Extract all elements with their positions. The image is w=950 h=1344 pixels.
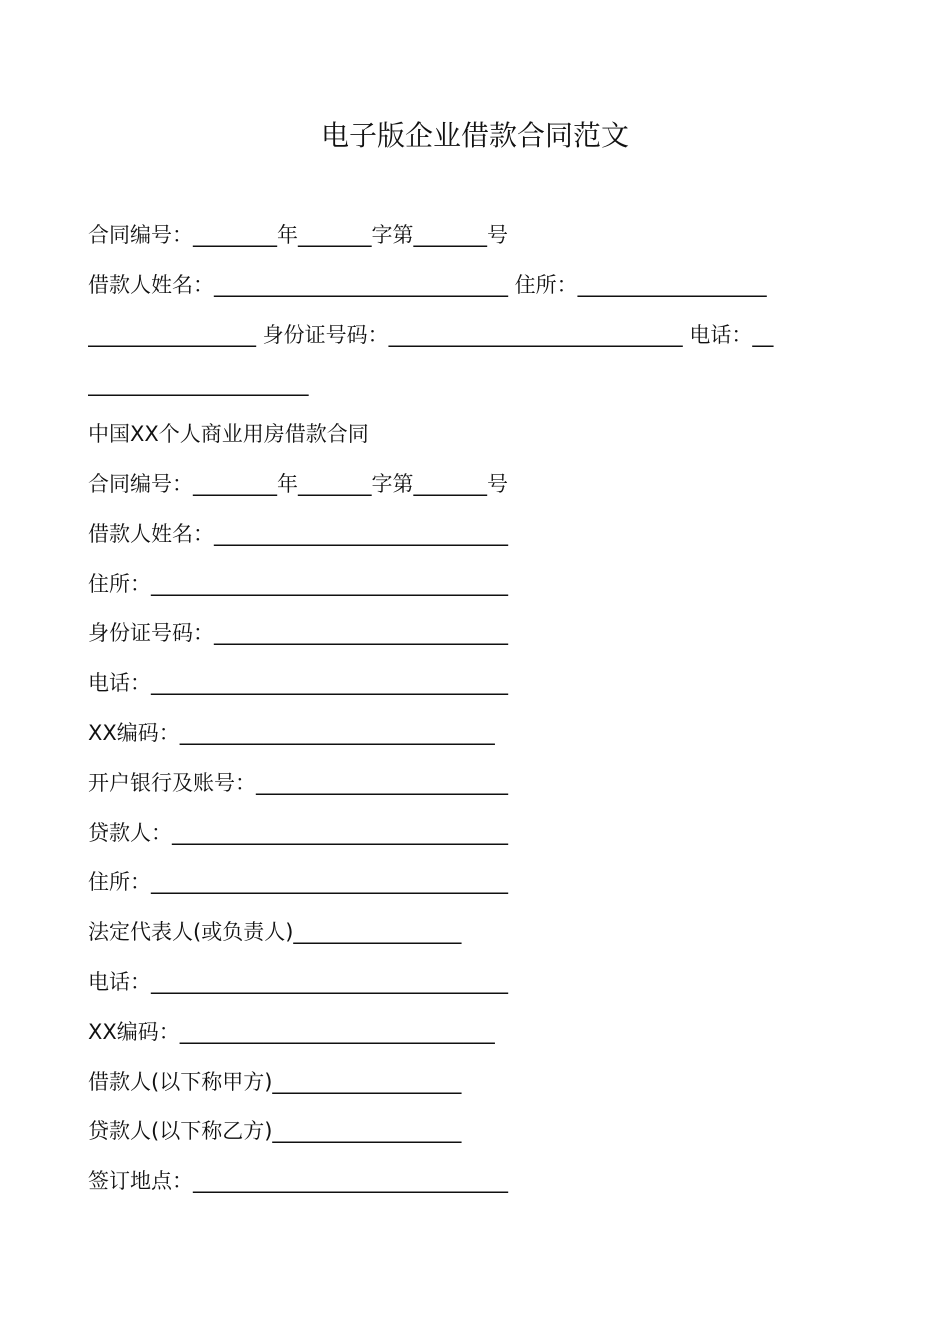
phone-line — [88, 663, 868, 713]
text-line: 借款人(以下称甲方)__________________ — [88, 1069, 462, 1094]
text-line: ________________ 身份证号码：____________________________ 电话：__ — [88, 322, 774, 347]
contract-subtitle-line — [88, 414, 868, 464]
text-line: 借款人姓名：____________________________ — [88, 521, 508, 546]
contract-number-line — [88, 464, 868, 514]
text-line: 贷款人：________________________________ — [88, 820, 508, 845]
phone-line — [88, 962, 868, 1012]
text-line: XX编码：______________________________ — [88, 720, 495, 745]
text-line: 电话：__________________________________ — [88, 671, 508, 696]
address-line — [88, 862, 868, 912]
document-body — [88, 215, 868, 1211]
signing-place-line — [88, 1161, 868, 1211]
party-a-line — [88, 1062, 868, 1112]
id-phone-line — [88, 315, 868, 365]
id-number-line — [88, 613, 868, 663]
lender-line — [88, 813, 868, 863]
text-line: 贷款人(以下称乙方)__________________ — [88, 1119, 462, 1144]
text-line: 住所：__________________________________ — [88, 571, 508, 596]
text-line: 签订地点：______________________________ — [88, 1169, 508, 1194]
code-line — [88, 713, 868, 763]
borrower-name-line — [88, 514, 868, 564]
address-line — [88, 564, 868, 614]
text-line: 合同编号：________年_______字第_______号 — [88, 471, 508, 496]
code-line — [88, 1012, 868, 1062]
contract-number-line — [88, 215, 868, 265]
text-line: 合同编号：________年_______字第_______号 — [88, 223, 508, 247]
document-title: 电子版企业借款合同范文 — [320, 119, 629, 152]
text-line: XX编码：______________________________ — [88, 1019, 495, 1044]
text-line: 法定代表人(或负责人)________________ — [88, 920, 462, 945]
text-line: _____________________ — [88, 372, 309, 397]
blank-line — [88, 364, 868, 414]
bank-account-line — [88, 763, 868, 813]
text-line: 开户银行及账号：________________________ — [88, 770, 508, 795]
legal-representative-line — [88, 912, 868, 962]
text-line: 住所：__________________________________ — [88, 870, 508, 895]
borrower-name-address-line — [88, 265, 868, 315]
text-line: 借款人姓名：____________________________ 住所：__________________ — [88, 272, 767, 297]
text-line: 身份证号码：____________________________ — [88, 621, 508, 646]
text-line: 电话：__________________________________ — [88, 969, 508, 994]
party-b-line — [88, 1111, 868, 1161]
text-line: 中国XX个人商业用房借款合同 — [88, 422, 369, 447]
